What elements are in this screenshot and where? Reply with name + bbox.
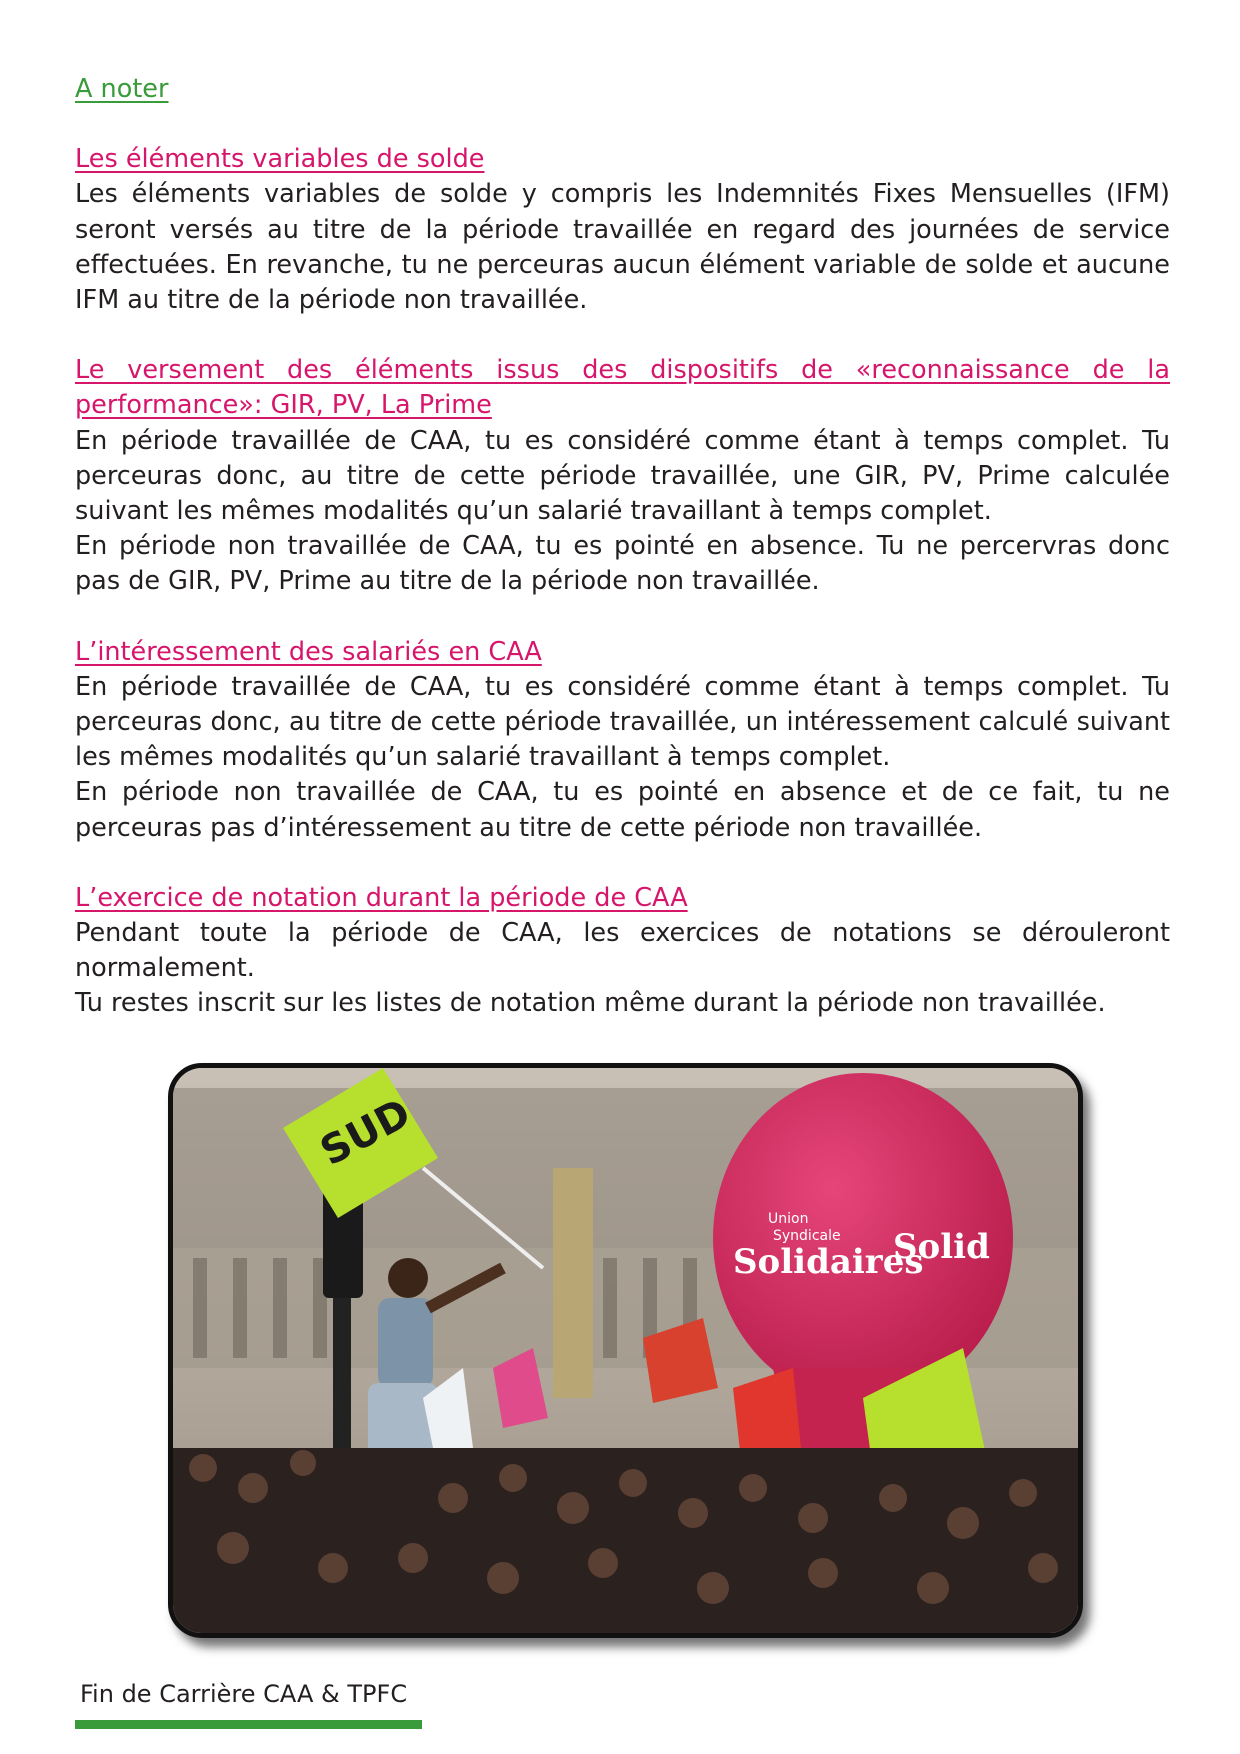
section-paragraph: En période travaillée de CAA, tu es considéré comme étant à temps complet. Tu perceuras donc, au titre de cette période travaillée, un intéressement calculé suivant les mêmes modalités qu’un salarié travaillant à temps complet. [75, 671, 1170, 773]
page-content [75, 72, 1170, 1057]
balloon-text: Syndicale [773, 1228, 841, 1244]
section-paragraph: Tu restes inscrit sur les listes de notation même durant la période non travaillée. [75, 988, 1106, 1019]
section-paragraph: En période travaillée de CAA, tu es considéré comme étant à temps complet. Tu perceuras donc, au titre de cette période travaillée, une GIR, PV, Prime calculée suivant les mêmes modalités qu’un salarié travaillant à temps complet. [75, 425, 1170, 527]
section-heading: Les éléments variables de solde [75, 144, 485, 175]
footer-bar [75, 1720, 422, 1729]
footer-label: Fin de Carrière CAA & TPFC [80, 1680, 408, 1708]
section-paragraph: Les éléments variables de solde y compris les Indemnités Fixes Mensuelles (IFM) seront versés au titre de la période travaillée en regard des journées de service effectuées. En revanche, tu ne perceuras aucun élément variable de solde et aucune IFM au titre de la période non travaillée. [75, 179, 1170, 316]
protest-illustration [173, 1068, 1078, 1633]
person-head [388, 1258, 428, 1298]
balloon-text: Solid [893, 1227, 990, 1267]
section-profit-sharing [75, 635, 1170, 846]
section-heading: L’intéressement des salariés en CAA [75, 636, 542, 667]
section-paragraph: En période non travaillée de CAA, tu es pointé en absence et de ce fait, tu ne perceuras pas d’intéressement au titre de cette période non travaillée. [75, 777, 1170, 843]
person-torso [378, 1298, 433, 1388]
column [553, 1168, 593, 1398]
section-performance [75, 353, 1170, 599]
section-heading: Le versement des éléments issus des dispositifs de «reconnaissance de la performance»: GIR, PV, La Prime [75, 355, 1170, 421]
section-notation [75, 881, 1170, 1022]
protest-photo [168, 1063, 1083, 1638]
balloon-text: Union [768, 1211, 809, 1227]
section-variable-pay [75, 142, 1170, 318]
section-paragraph: Pendant toute la période de CAA, les exercices de notations se dérouleront normalement. [75, 918, 1170, 984]
note-label: A noter [75, 74, 169, 104]
balloon-text: Solidaires [733, 1242, 924, 1282]
section-paragraph: En période non travaillée de CAA, tu es pointé en absence. Tu ne percervras donc pas de GIR, PV, Prime au titre de la période non travaillée. [75, 531, 1170, 597]
flag-text: SUD [313, 1090, 419, 1176]
section-heading: L’exercice de notation durant la période de CAA [75, 882, 688, 913]
